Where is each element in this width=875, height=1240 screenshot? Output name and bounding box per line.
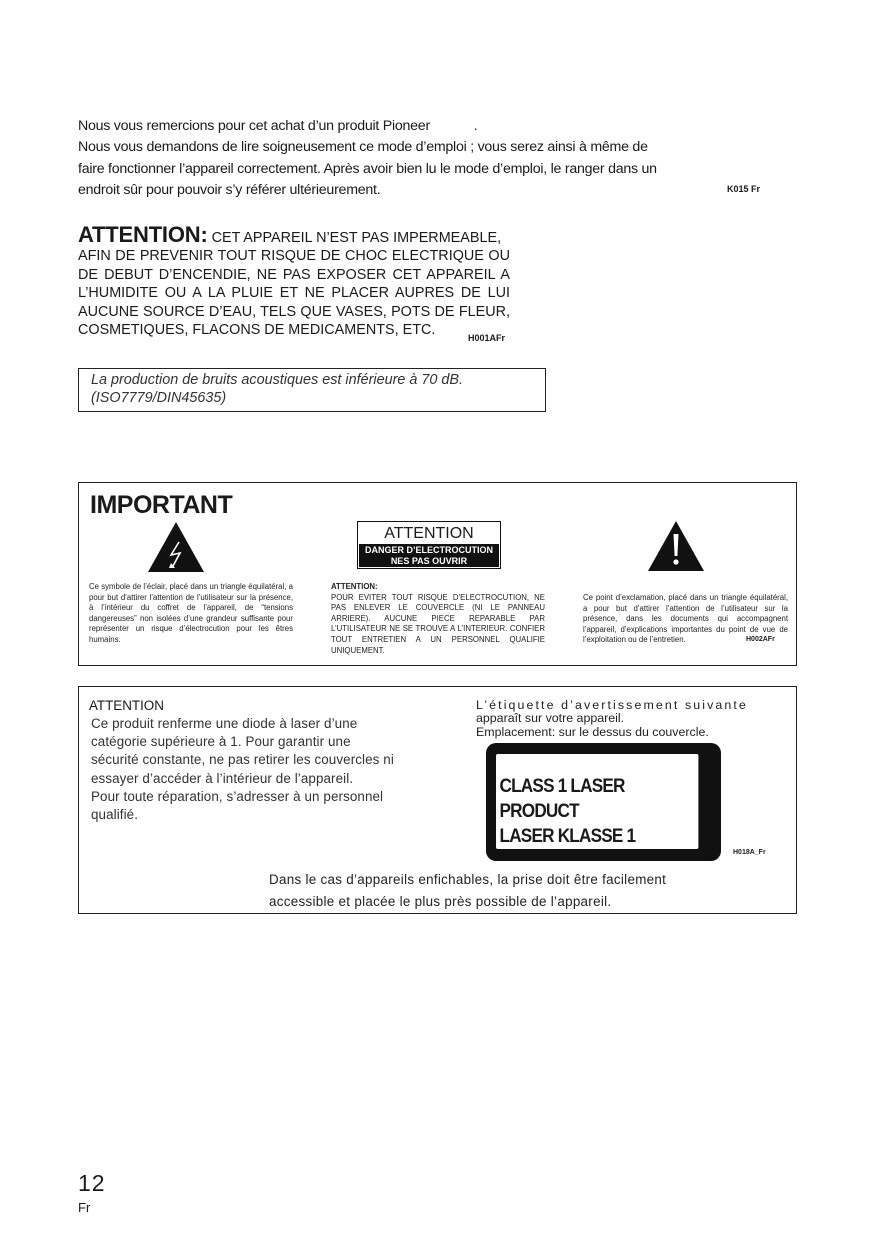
important-code: H002AFr [746,636,775,643]
noise-notice-box [78,368,546,412]
attention-water-text: AFIN DE PREVENIR TOUT RISQUE DE CHOC ELECTRIQUE OU DE DEBUT D’ENCENDIE, NE PAS EXPOSER CET APPAREIL A L’HUMIDITE OU A LA PLUIE ET NE PLACER AUPRES DE LUI AUCUNE SOURCE D’EAU, TELS QUE VASES, POTS DE FLEUR, COSMETIQUES, FLACONS DE MEDICAMENTS, ETC. [78,248,510,339]
intro-code: K015 Fr [727,184,761,194]
shock-label-top: ATTENTION [384,525,474,542]
laser-code: H018A_Fr [733,849,766,856]
noise-notice-line2: (ISO7779/DIN45635) [91,390,227,406]
intro-line-3: faire fonctionner l’appareil correctement. Après avoir bien lu le mode d’emploi, le ranger dans un [78,160,657,177]
laser-body-line: essayer d’accéder à l’intérieur de l’appareil. [91,770,354,786]
shock-label-bottom-2: NES PAS OUVRIR [390,555,468,566]
attention-middle-text: POUR EVITER TOUT RISQUE D’ELECTROCUTION, NE PAS ENLEVER LE COUVERCLE (NI LE PANNEAU ARRIERE). AUCUNE PIECE REPARABLE PAR L’UTILISATEUR NE SE TROUVE A L’INTERIEUR. CONFIER TOUT ENTRETIEN A UN PERSONNEL QUALIFIE UNIQUEMENT. [331,592,545,655]
attention-water-line1: CET APPAREIL N’EST PAS IMPERMEABLE, [211,230,502,246]
laser-body-line: Pour toute réparation, s’adresser à un personnel [91,788,384,804]
shock-label-bottom-1: DANGER D’ELECTROCUTION [365,545,493,555]
plug-notice-line1: Dans le cas d’appareils enfichables, la prise doit être facilement [269,872,667,887]
attention-water-title: ATTENTION: [78,222,208,247]
label-location-line2: apparaît sur votre appareil. [476,711,625,726]
laser-body-line: qualifié. [91,807,139,823]
laser-body-line: Ce produit renferme une diode à laser d’une [91,716,358,731]
intro-line-1-end: . [473,118,478,134]
lightning-triangle-icon [146,520,206,574]
intro-line-1: Nous vous remercions pour cet achat d’un produit Pioneer [78,118,430,134]
page-number: 12 [78,1170,106,1196]
class-label-line1: CLASS 1 LASER PRODUCT [499,775,625,822]
attention-middle-title: ATTENTION: [331,582,378,591]
exclamation-triangle-icon [647,520,705,572]
label-location-line1: L’étiquette d’avertissement suivante [476,698,748,712]
laser-attention-body [91,715,421,824]
plug-notice-line2: accessible et placée le plus près possible de l’appareil. [269,893,612,909]
class-label-line2: LASER KLASSE 1 [499,825,636,847]
shock-warning-label [357,521,501,569]
shock-label-bottom [359,544,499,567]
page-language: Fr [78,1200,91,1215]
class1-laser-label [486,743,721,861]
label-location-text [476,699,758,739]
laser-attention-title: ATTENTION [89,698,164,713]
laser-body-line: sécurité constante, ne pas retirer les couvercles ni [91,752,394,768]
noise-notice-line1: La production de bruits acoustiques est inférieure à 70 dB. [91,372,463,388]
plug-notice [269,869,739,912]
attention-water-code: H001AFr [468,333,506,343]
intro-paragraph [78,116,778,202]
intro-line-4: endroit sûr pour pouvoir s’y référer ultérieurement. [78,182,381,199]
important-title: IMPORTANT [90,491,233,519]
attention-water-block [78,222,510,339]
exclamation-explanation: Ce point d’exclamation, placé dans un triangle équilatéral, a pour but d’attirer l’attention de l’utilisateur sur la présence, dans les documents qui accompagnent l’appareil, d’explications importantes du point de vue de l’exploitation ou de l’entretien. [583,593,788,645]
label-location-line3: Emplacement: sur le dessus du couvercle. [476,724,709,739]
intro-line-2: Nous vous demandons de lire soigneusement ce mode d’emploi ; vous serez ainsi à même de [78,139,648,156]
laser-body-line: catégorie supérieure à 1. Pour garantir une [91,734,351,750]
attention-middle-block [331,582,545,656]
lightning-explanation: Ce symbole de l’éclair, placé dans un triangle équilatéral, a pour but d’attirer l’attention de l’utilisateur sur la présence, à l’intérieur du coffret de l’appareil, de “tensions dangereuses” non isolées d’une grandeur suffisante pour représenter un risque d’électrocution pour les êtres humains. [89,582,293,644]
